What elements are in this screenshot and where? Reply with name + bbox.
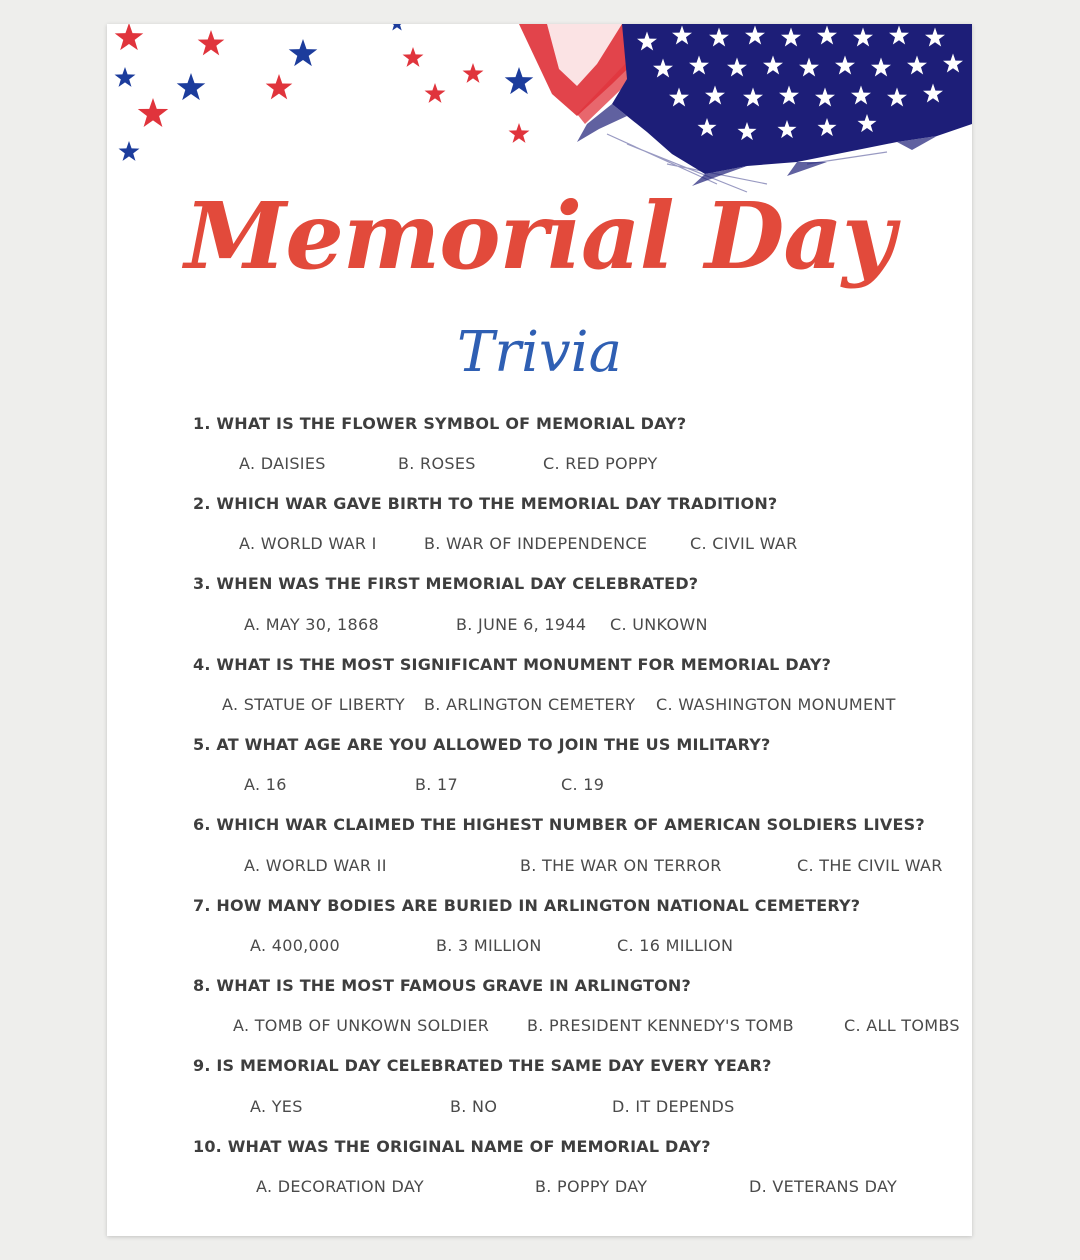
question-6: 6. WHICH WAR CLAIMED THE HIGHEST NUMBER OF AMERICAN SOLDIERS LIVES? — [193, 815, 925, 834]
answer-option: B. WAR OF INDEPENDENCE — [424, 534, 648, 553]
answer-option: A. 400,000 — [250, 936, 340, 955]
answer-option: D. VETERANS DAY — [749, 1177, 898, 1196]
answer-option: A. WORLD WAR I — [239, 534, 377, 553]
answer-option: B. ROSES — [398, 454, 476, 473]
question-10: 10. WHAT WAS THE ORIGINAL NAME OF MEMORIAL DAY? — [193, 1137, 711, 1156]
question-2: 2. WHICH WAR GAVE BIRTH TO THE MEMORIAL DAY TRADITION? — [193, 494, 778, 513]
answer-option: A. MAY 30, 1868 — [244, 615, 379, 634]
flag-brush-graphic — [519, 24, 972, 192]
answer-option: B. 3 MILLION — [436, 936, 542, 955]
answer-option: B. PRESIDENT KENNEDY'S TOMB — [527, 1016, 794, 1035]
answer-option: B. NO — [450, 1097, 498, 1116]
answer-option: C. UNKOWN — [610, 615, 708, 634]
answer-option: B. 17 — [415, 775, 459, 794]
question-3: 3. WHEN WAS THE FIRST MEMORIAL DAY CELEBRATED? — [193, 574, 699, 593]
answer-option: B. THE WAR ON TERROR — [520, 856, 722, 875]
answer-option: A. TOMB OF UNKOWN SOLDIER — [233, 1016, 490, 1035]
answer-option: D. IT DEPENDS — [612, 1097, 735, 1116]
answer-option: B. POPPY DAY — [535, 1177, 648, 1196]
answer-option: B. JUNE 6, 1944 — [456, 615, 587, 634]
answer-option: A. STATUE OF LIBERTY — [222, 695, 406, 714]
answer-option: C. RED POPPY — [543, 454, 658, 473]
answer-option: A. YES — [250, 1097, 303, 1116]
question-8: 8. WHAT IS THE MOST FAMOUS GRAVE IN ARLINGTON? — [193, 976, 691, 995]
answer-option: A. WORLD WAR II — [244, 856, 387, 875]
trivia-sheet — [107, 24, 972, 1236]
answer-option: C. 19 — [561, 775, 605, 794]
answer-option: A. 16 — [244, 775, 287, 794]
patriotic-decoration — [107, 24, 972, 199]
answer-option: C. WASHINGTON MONUMENT — [656, 695, 896, 714]
answer-option: C. CIVIL WAR — [690, 534, 798, 553]
scattered-stars — [115, 24, 534, 161]
question-5: 5. AT WHAT AGE ARE YOU ALLOWED TO JOIN THE US MILITARY? — [193, 735, 771, 754]
answer-option: A. DECORATION DAY — [256, 1177, 424, 1196]
question-7: 7. HOW MANY BODIES ARE BURIED IN ARLINGTON NATIONAL CEMETERY? — [193, 896, 861, 915]
page-title: Memorial Day — [184, 182, 895, 290]
answer-option: C. ALL TOMBS — [844, 1016, 960, 1035]
question-4: 4. WHAT IS THE MOST SIGNIFICANT MONUMENT FOR MEMORIAL DAY? — [193, 655, 832, 674]
answer-option: C. 16 MILLION — [617, 936, 734, 955]
page-subtitle: Trivia — [457, 320, 622, 385]
answer-option: C. THE CIVIL WAR — [797, 856, 943, 875]
question-9: 9. IS MEMORIAL DAY CELEBRATED THE SAME DAY EVERY YEAR? — [193, 1056, 772, 1075]
answer-option: A. DAISIES — [239, 454, 326, 473]
answer-option: B. ARLINGTON CEMETERY — [424, 695, 636, 714]
question-1: 1. WHAT IS THE FLOWER SYMBOL OF MEMORIAL DAY? — [193, 414, 687, 433]
